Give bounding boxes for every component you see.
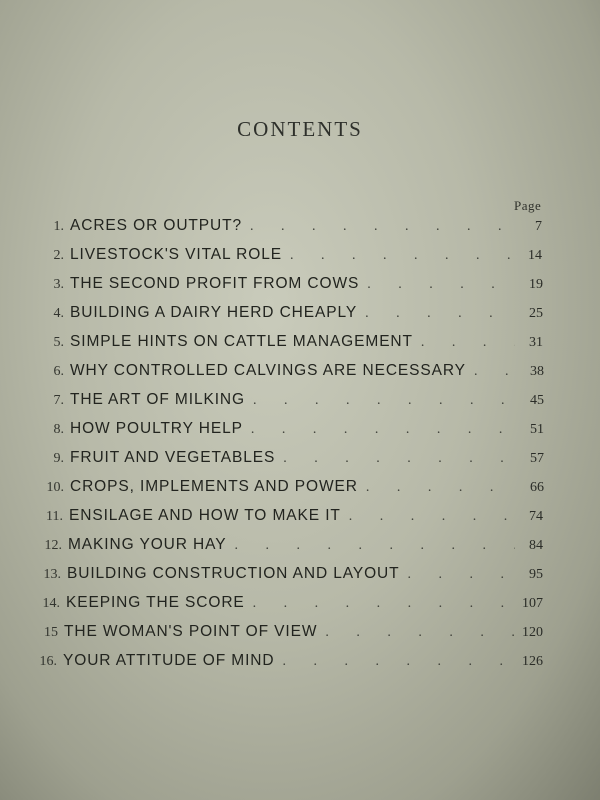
entry-title: KEEPING THE SCORE xyxy=(66,594,245,611)
entry-page: 31 xyxy=(529,335,543,350)
entry-title: MAKING YOUR HAY xyxy=(68,536,227,553)
entry-title: YOUR ATTITUDE OF MIND xyxy=(63,652,275,669)
dot-leader xyxy=(282,248,514,264)
toc-entry xyxy=(30,449,544,471)
dot-leader xyxy=(358,480,516,496)
entry-page: 14 xyxy=(528,248,542,263)
entry-page: 19 xyxy=(529,277,543,292)
entry-title: THE WOMAN'S POINT OF VIEW xyxy=(64,623,318,640)
entry-number: 12. xyxy=(44,538,62,553)
entry-title: WHY CONTROLLED CALVINGS ARE NECESSARY xyxy=(70,362,466,379)
page-column-header: Page xyxy=(514,198,542,213)
entry-number: 15 xyxy=(44,625,58,640)
contents-title: CONTENTS xyxy=(237,117,363,141)
dot-leader xyxy=(466,364,516,380)
entry-number: 9. xyxy=(53,451,64,466)
entry-title: BUILDING CONSTRUCTION AND LAYOUT xyxy=(67,565,400,582)
entry-number: 6. xyxy=(53,364,64,379)
dot-leader xyxy=(275,654,516,670)
entry-title: THE ART OF MILKING xyxy=(70,391,245,408)
dot-leader xyxy=(400,567,515,583)
dot-leader xyxy=(317,625,515,641)
entry-title: ENSILAGE AND HOW TO MAKE IT xyxy=(69,507,341,524)
dot-leader xyxy=(243,422,516,438)
entry-number: 3. xyxy=(53,277,64,292)
dot-leader xyxy=(242,219,514,235)
toc-entry xyxy=(26,594,543,616)
entry-title: LIVESTOCK'S VITAL ROLE xyxy=(70,246,282,263)
entry-page: 95 xyxy=(529,567,543,582)
entry-page: 74 xyxy=(529,509,543,524)
toc-entry xyxy=(30,333,543,355)
toc-entry xyxy=(30,420,544,442)
entry-title: SIMPLE HINTS ON CATTLE MANAGEMENT xyxy=(70,333,413,350)
toc-entry xyxy=(30,362,544,384)
dot-leader xyxy=(357,306,515,322)
entry-page: 25 xyxy=(529,306,543,321)
entry-page: 120 xyxy=(522,625,543,640)
entry-title: BUILDING A DAIRY HERD CHEAPLY xyxy=(70,304,358,321)
toc-entry xyxy=(30,391,544,413)
entry-number: 1. xyxy=(53,219,64,234)
entry-number: 16. xyxy=(39,654,57,669)
entry-number: 11. xyxy=(46,509,63,524)
dot-leader xyxy=(245,393,516,409)
entry-number: 14. xyxy=(42,596,60,611)
dot-leader xyxy=(359,277,515,293)
toc-entry xyxy=(30,275,543,297)
dot-leader xyxy=(226,538,515,554)
entry-title: CROPS, IMPLEMENTS AND POWER xyxy=(70,478,358,495)
toc-entry xyxy=(23,652,543,674)
entry-page: 38 xyxy=(530,364,544,379)
entry-number: 7. xyxy=(53,393,64,408)
toc-entry xyxy=(28,536,543,558)
entry-page: 84 xyxy=(529,538,543,553)
toc-entry xyxy=(30,478,544,500)
toc-entry xyxy=(30,304,543,326)
toc-entry xyxy=(27,565,543,587)
entry-title: THE SECOND PROFIT FROM COWS xyxy=(70,275,360,292)
dot-leader xyxy=(413,335,515,351)
toc-entry xyxy=(29,507,543,529)
entry-title: FRUIT AND VEGETABLES xyxy=(70,449,276,466)
toc-entry xyxy=(30,217,542,239)
entry-page: 126 xyxy=(522,654,543,669)
entry-number: 4. xyxy=(53,306,64,321)
entry-page: 45 xyxy=(530,393,544,408)
toc-entry xyxy=(24,623,543,645)
dot-leader xyxy=(341,509,515,525)
entry-page: 66 xyxy=(530,480,544,495)
entry-number: 13. xyxy=(43,567,61,582)
entry-page: 51 xyxy=(530,422,544,437)
dot-leader xyxy=(275,451,516,467)
entry-page: 57 xyxy=(530,451,544,466)
entry-title: HOW POULTRY HELP xyxy=(70,420,243,437)
entry-number: 5. xyxy=(53,335,64,350)
toc-entry xyxy=(30,246,542,268)
entry-number: 2. xyxy=(53,248,64,263)
dot-leader xyxy=(245,596,515,612)
entry-number: 10. xyxy=(46,480,64,495)
entry-number: 8. xyxy=(53,422,64,437)
entry-page: 7 xyxy=(535,219,542,234)
entry-title: ACRES OR OUTPUT? xyxy=(70,217,243,234)
entry-page: 107 xyxy=(522,596,543,611)
